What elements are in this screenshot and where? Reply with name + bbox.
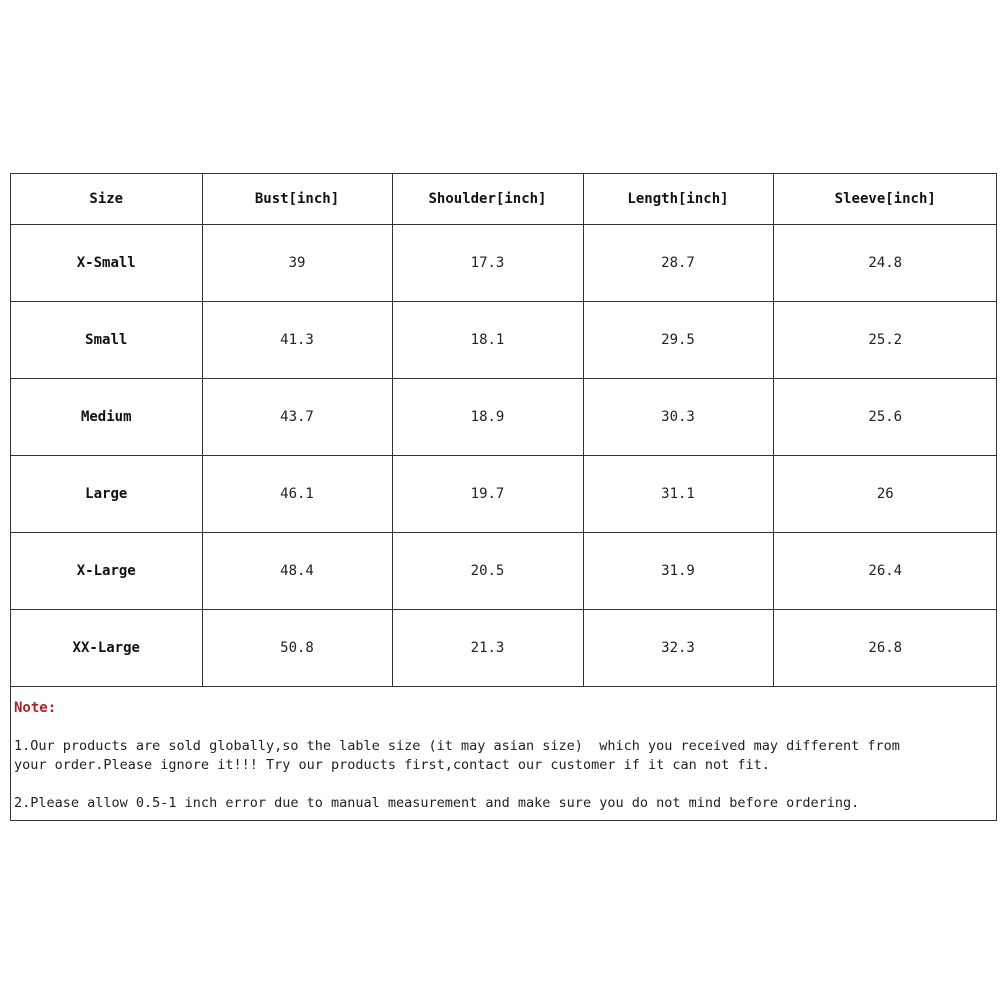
- size-table: [11, 174, 997, 687]
- sleeve-cell: 26.4: [773, 532, 997, 609]
- bust-cell: 46.1: [202, 455, 392, 532]
- sleeve-cell: 24.8: [773, 224, 997, 301]
- header-sleeve: Sleeve[inch]: [773, 174, 997, 224]
- length-cell: 29.5: [583, 301, 773, 378]
- bust-cell: 43.7: [202, 378, 392, 455]
- size-cell: Medium: [11, 378, 202, 455]
- shoulder-cell: 18.9: [392, 378, 583, 455]
- table-row: [11, 378, 997, 455]
- size-cell: Large: [11, 455, 202, 532]
- table-row: [11, 532, 997, 609]
- bust-cell: 48.4: [202, 532, 392, 609]
- shoulder-cell: 17.3: [392, 224, 583, 301]
- size-cell: XX-Large: [11, 609, 202, 686]
- shoulder-cell: 18.1: [392, 301, 583, 378]
- table-row: [11, 224, 997, 301]
- table-row: [11, 455, 997, 532]
- notes-section: [11, 686, 997, 820]
- size-chart: [10, 173, 997, 821]
- table-row: [11, 609, 997, 686]
- sleeve-cell: 25.2: [773, 301, 997, 378]
- header-length: Length[inch]: [583, 174, 773, 224]
- header-bust: Bust[inch]: [202, 174, 392, 224]
- note-title: Note:: [14, 700, 57, 716]
- note-line-2: 2.Please allow 0.5-1 inch error due to manual measurement and make sure you do not mind before ordering.: [14, 795, 860, 811]
- length-cell: 31.9: [583, 532, 773, 609]
- header-shoulder: Shoulder[inch]: [392, 174, 583, 224]
- header-row: [11, 174, 997, 224]
- bust-cell: 39: [202, 224, 392, 301]
- bust-cell: 41.3: [202, 301, 392, 378]
- note-line-1: 1.Our products are sold globally,so the lable size (it may asian size) which you received may different from your order.Please ignore it!!! Try our products first,contact our customer if it can not fit.: [14, 738, 909, 773]
- size-cell: Small: [11, 301, 202, 378]
- size-cell: X-Small: [11, 224, 202, 301]
- shoulder-cell: 19.7: [392, 455, 583, 532]
- length-cell: 30.3: [583, 378, 773, 455]
- header-size: Size: [11, 174, 202, 224]
- length-cell: 32.3: [583, 609, 773, 686]
- shoulder-cell: 20.5: [392, 532, 583, 609]
- sleeve-cell: 26: [773, 455, 997, 532]
- sleeve-cell: 25.6: [773, 378, 997, 455]
- table-row: [11, 301, 997, 378]
- length-cell: 28.7: [583, 224, 773, 301]
- shoulder-cell: 21.3: [392, 609, 583, 686]
- size-cell: X-Large: [11, 532, 202, 609]
- bust-cell: 50.8: [202, 609, 392, 686]
- length-cell: 31.1: [583, 455, 773, 532]
- sleeve-cell: 26.8: [773, 609, 997, 686]
